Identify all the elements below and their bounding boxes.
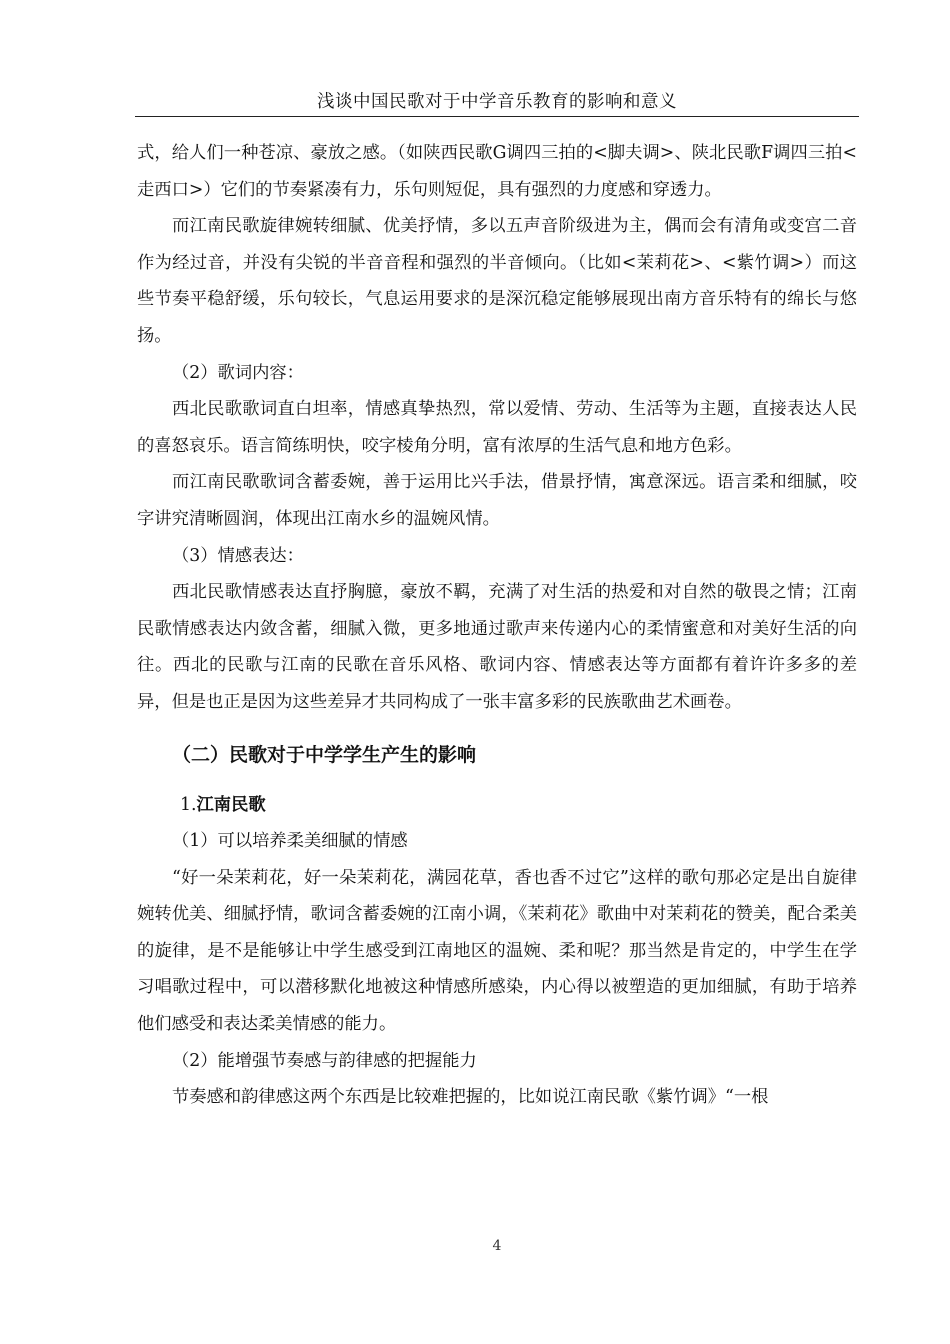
- subsection-title: 江南民歌: [196, 794, 266, 815]
- subsection-heading: [137, 787, 857, 824]
- paragraph: 而江南民歌歌词含蓄委婉，善于运用比兴手法，借景抒情，寓意深远。语言柔和细腻，咬字讲究清晰圆润，体现出江南水乡的温婉风情。: [137, 472, 857, 529]
- page-number: 4: [492, 1238, 502, 1254]
- paragraph: 式，给人们一种苍凉、豪放之感。（如陕西民歌G调四三拍的<脚夫调>、陕北民歌F调四三拍<走西口>）它们的节奏紧凑有力，乐句则短促，具有强烈的力度感和穿透力。: [137, 143, 857, 200]
- subheading: （3）情感表达：: [172, 545, 304, 566]
- paragraph: 而江南民歌旋律婉转细腻、优美抒情，多以五声音阶级进为主，偶而会有清角或变宫二音作为经过音，并没有尖锐的半音音程和强烈的半音倾向。（比如<茉莉花>、<紫竹调>）而这些节奏平稳舒缓，乐句较长，气息运用要求的是深沉稳定能够展现出南方音乐特有的绵长与悠扬。: [137, 216, 857, 346]
- paragraph: 节奏感和韵律感这两个东西是比较难把握的，比如说江南民歌《紫竹调》“一根: [172, 1087, 769, 1108]
- paragraph: 西北民歌情感表达直抒胸臆，豪放不羁，充满了对生活的热爱和对自然的敬畏之情；江南民歌情感表达内敛含蓄，细腻入微，更多地通过歌声来传递内心的柔情蜜意和对美好生活的向往。西北的民歌与江南的民歌在音乐风格、歌词内容、情感表达等方面都有着许许多多的差异，但是也正是因为这些差异才共同构成了一张丰富多彩的民族歌曲艺术画卷。: [137, 582, 857, 712]
- subsection-number: 1.: [180, 794, 197, 815]
- body-text: [137, 135, 857, 1116]
- subheading: （1）可以培养柔美细腻的情感: [172, 831, 408, 852]
- paragraph: 西北民歌歌词直白坦率，情感真挚热烈，常以爱情、劳动、生活等为主题，直接表达人民的喜怒哀乐。语言简练明快，咬字棱角分明，富有浓厚的生活气息和地方色彩。: [137, 399, 857, 456]
- paragraph: “好一朵茉莉花，好一朵茉莉花，满园花草，香也香不过它”这样的歌句那必定是出自旋律婉转优美、细腻抒情，歌词含蓄委婉的江南小调，《茉莉花》歌曲中对茉莉花的赞美，配合柔美的旋律，是不是能够让中学生感受到江南地区的温婉、柔和呢？那当然是肯定的，中学生在学习唱歌过程中，可以潜移默化地被这种情感所感染，内心得以被塑造的更加细腻，有助于培养他们感受和表达柔美情感的能力。: [137, 867, 857, 1035]
- subheading: （2）能增强节奏感与韵律感的把握能力: [172, 1050, 477, 1071]
- section-heading: （二）民歌对于中学学生产生的影响: [172, 743, 477, 766]
- running-header: 浅谈中国民歌对于中学音乐教育的影响和意义: [317, 92, 677, 112]
- subheading: （2）歌词内容：: [172, 362, 304, 383]
- header-rule: [135, 116, 859, 117]
